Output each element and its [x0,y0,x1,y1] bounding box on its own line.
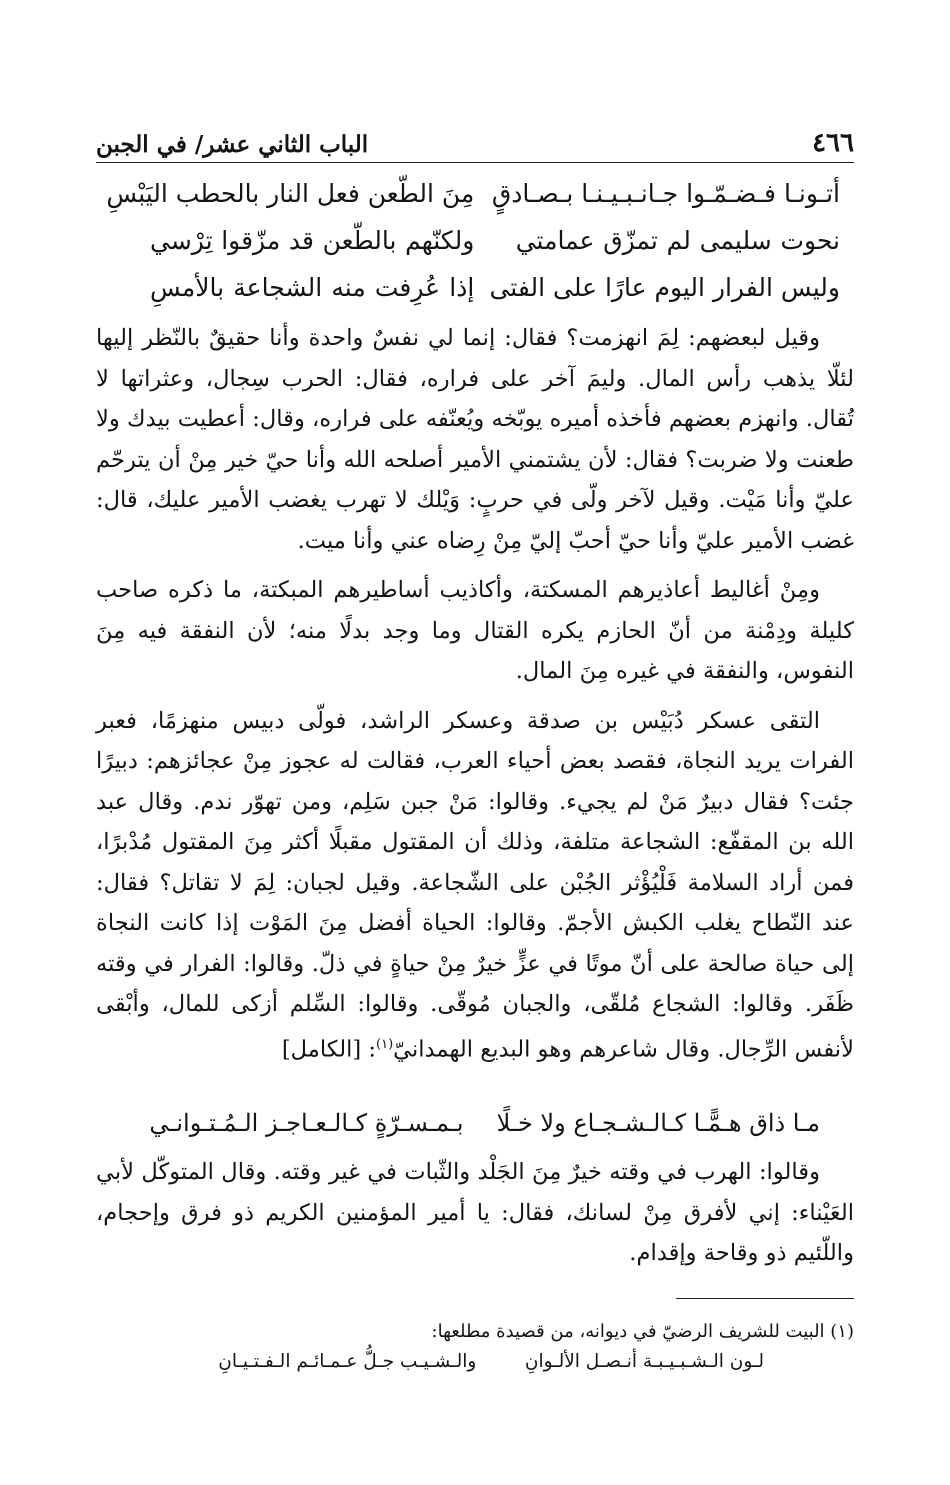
footnote-verse [218,1347,764,1377]
footnote-separator [676,1298,854,1299]
verse-first-hemistich: لـون الـشـبـيـبـة أنـصـل الألـوانِ [524,1351,764,1372]
meter-label: : [الكامل] [281,1036,376,1063]
footnote-text: (١) البيت للشريف الرضيّ في ديوانه، من قصيدة مطلعها: [431,1321,854,1342]
paragraph: ومِنْ أغاليط أعاذيرهم المسكتة، وأكاذيب أساطيرهم المبكتة، ما ذكره صاحب كليلة ودِمْنة من أنّ الحازم يكره القتال وما وجد بدلًا منه؛ لأن النفقة فيه مِنَ النفوس، والنفقة في غيره مِنَ المال. [96,577,854,684]
quoted-verse [149,1109,820,1137]
paragraph-text: التقى عسكر دُبَيْس بن صدقة وعسكر الراشد، فولّى دبيس منهزمًا، فعبر الفرات يريد النجاة، فقصد بعض أحياء العرب، فقالت له عجوز مِنْ عجائزهم: دبيرًا جئت؟ فقال دبيرٌ مَنْ لم يجيء. وقالوا: مَنْ جبن سَلِم، ومن تهوّر ندم. وقال عبد الله بن المقفّع: الشجاعة متلفة، وذلك أن المقتول مقبلًا أكثر مِنَ المقتول مُدْبرًا، فمن أراد السلامة فَلْيُؤْثر الجُبْن على الشّجاعة. وقيل لجبان: لِمَ لا تقاتل؟ فقال: عند النّطاح يغلب الكبش الأجمّ. وقالوا: الحياة أفضل مِنَ المَوْت إذا كانت النجاة إلى حياة صالحة على أنّ موتًا في عزٍّ خيرٌ مِنْ حياةٍ في ذلّ. وقالوا: الفرار في وقته ظَفَر. وقالوا: الشجاع مُلقّى، والجبان مُوقّى. وقالوا: السِّلم أزكى للمال، وأبْقى لأنفس الرِّجال. وقال شاعرهم وهو البديع الهمدانيّ [96,707,854,1063]
verse-second-hemistich: بـمـسـرّةٍ كـالـعـاجـز الـمُـتـوانـي [149,1109,464,1137]
footnote-reference[interactable]: (١) [376,1036,394,1052]
running-header [96,118,854,163]
verse-first-hemistich: أتـونـا فـضـمّـوا جـانـبـيـنـا بـصـادقٍ [491,179,840,208]
poem-block [106,170,840,311]
paragraph [96,701,854,1070]
body-text [96,318,854,1079]
poem-verse [106,170,840,217]
verse-first-hemistich: وليس الفرار اليوم عارًا على الفتى [489,273,840,302]
verse-first-hemistich: مـا ذاق هـمًّـا كـالـشـجـاع ولا خـلًا [496,1109,820,1137]
body-text-continued [96,1152,854,1283]
verse-second-hemistich: إذا عُرِفت منه الشجاعة بالأمسِ [150,273,475,302]
paragraph: وقالوا: الهرب في وقته خيرٌ مِنَ الجَلْد والثّبات في غير وقته. وقال المتوكّل لأبي العَيْناء: إني لأفرق مِنْ لسانك، فقال: يا أمير المؤمنين الكريم ذو فرق وإحجام، واللّئيم ذو وقاحة وإقدام. [96,1159,854,1266]
paragraph: وقيل لبعضهم: لِمَ انهزمت؟ فقال: إنما لي نفسٌ واحدة وأنا حقيقٌ بالنّظر إليها لئلّا يذهب رأس المال. وليمَ آخر على فراره، فقال: الحرب سِجال، وعثراتها لا تُقال. وانهزم بعضهم فأخذه أميره يوبّخه ويُعنّفه على فراره، وقال: أعطيت بيدك ولا طعنت ولا ضربت؟ فقال: لأن يشتمني الأمير أصلحه الله وأنا حيّ خير مِنْ أن يترحّم عليّ وأنا مَيْت. وقيل لآخر ولّى في حربٍ: وَيْلك لا تهرب يغضب الأمير عليك، قال: غضب الأمير عليّ وأنا حيّ أحبّ إليّ مِنْ رِضاه عني وأنا ميت. [96,325,854,554]
poem-verse [150,264,840,311]
verse-second-hemistich: مِنَ الطّعن فعل النار بالحطب اليَبْسِ [106,179,475,208]
verse-first-hemistich: نحوت سليمى لم تمزّق عمامتي [515,226,840,255]
page-number: ٤٦٦ [812,128,854,158]
poem-verse [150,217,840,264]
verse-second-hemistich: والـشـيـب جـلُّ عـمـائـم الـفـتـيـانِ [218,1351,477,1372]
verse-second-hemistich: ولكنّهم بالطّعن قد مزّقوا تِرْسي [150,226,475,255]
footnote [96,1317,854,1377]
chapter-title: الباب الثاني عشر/ في الجبن [96,131,369,158]
